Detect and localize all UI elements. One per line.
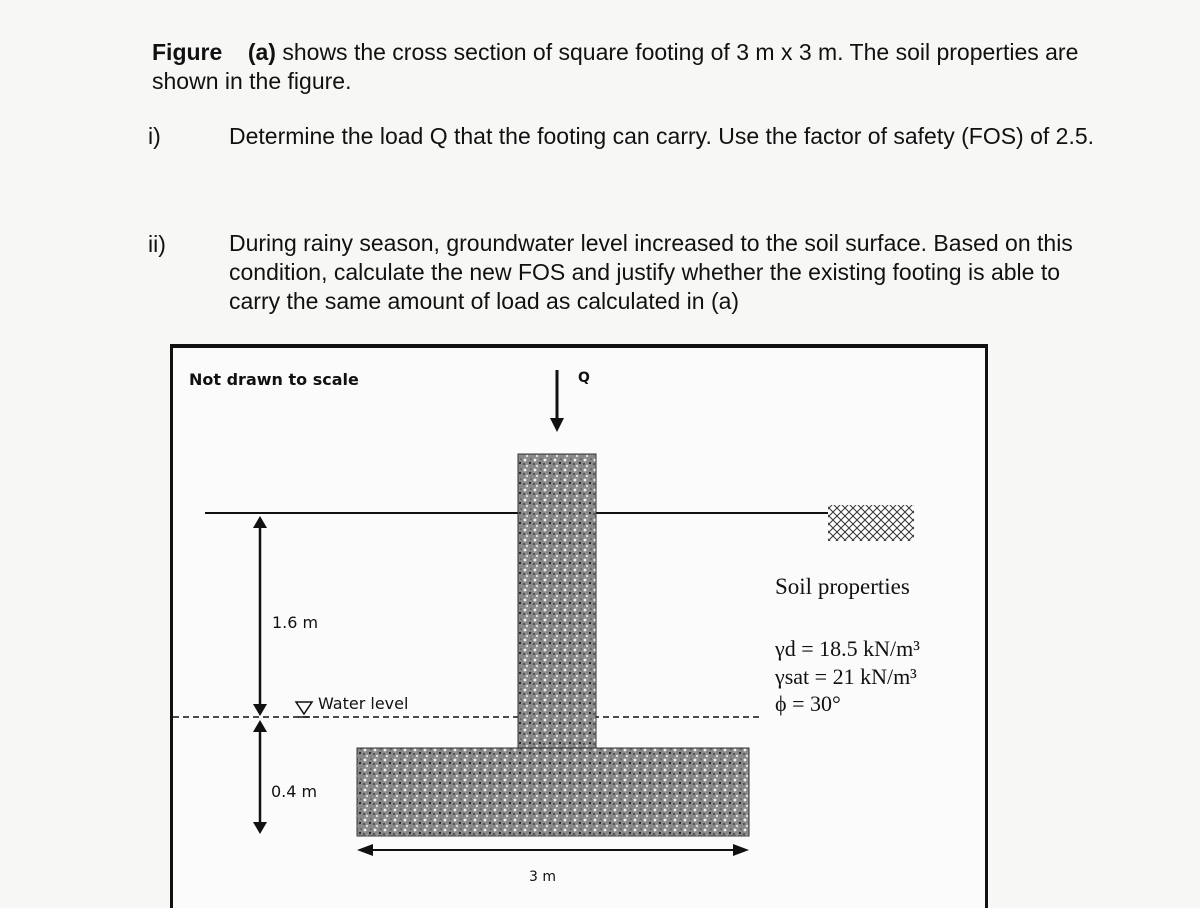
soil-hatch-symbol (828, 505, 914, 541)
water-level-icon (296, 702, 312, 714)
question-2-marker: ii) (148, 231, 166, 257)
depth-lower-label: 0.4 m (271, 782, 318, 801)
intro-text: shows the cross section of square footing of 3 m x 3 m. The soil properties are shown in the figure. (152, 39, 1079, 94)
figure-reference: (a) (247, 39, 276, 65)
width-arrow-right (733, 844, 749, 856)
load-arrow-head (550, 418, 564, 432)
footing-column (518, 454, 596, 754)
intro-paragraph (152, 38, 1092, 96)
depth-lower-arrow-bottom (253, 822, 267, 834)
footing-figure (170, 344, 988, 908)
gamma-dry-value: γd = 18.5 kN/m³ (775, 636, 920, 661)
depth-upper-arrow-bottom (253, 704, 267, 716)
not-to-scale-note: Not drawn to scale (189, 370, 359, 389)
figure-word: Figure (152, 39, 223, 65)
question-1-text: Determine the load Q that the footing can carry. Use the factor of safety (FOS) of 2.5. (229, 123, 1095, 149)
footing-base (357, 748, 749, 836)
soil-properties-title: Soil properties (775, 574, 910, 599)
depth-upper-label: 1.6 m (272, 613, 319, 632)
gamma-sat-value: γsat = 21 kN/m³ (775, 664, 917, 689)
friction-angle-value: ϕ = 30° (775, 691, 841, 716)
width-label: 3 m (529, 869, 556, 885)
width-arrow-left (357, 844, 373, 856)
question-2-text: During rainy season, groundwater level increased to the soil surface. Based on this condition, calculate the new FOS and justify whether the existing footing is able to carry the same amount of load as calculated in (a) (229, 230, 1073, 314)
depth-upper-arrow-top (253, 516, 267, 528)
water-level-label: Water level (318, 694, 409, 713)
load-label: Q (578, 370, 590, 386)
question-1-marker: i) (148, 123, 161, 149)
depth-lower-arrow-top (253, 720, 267, 732)
